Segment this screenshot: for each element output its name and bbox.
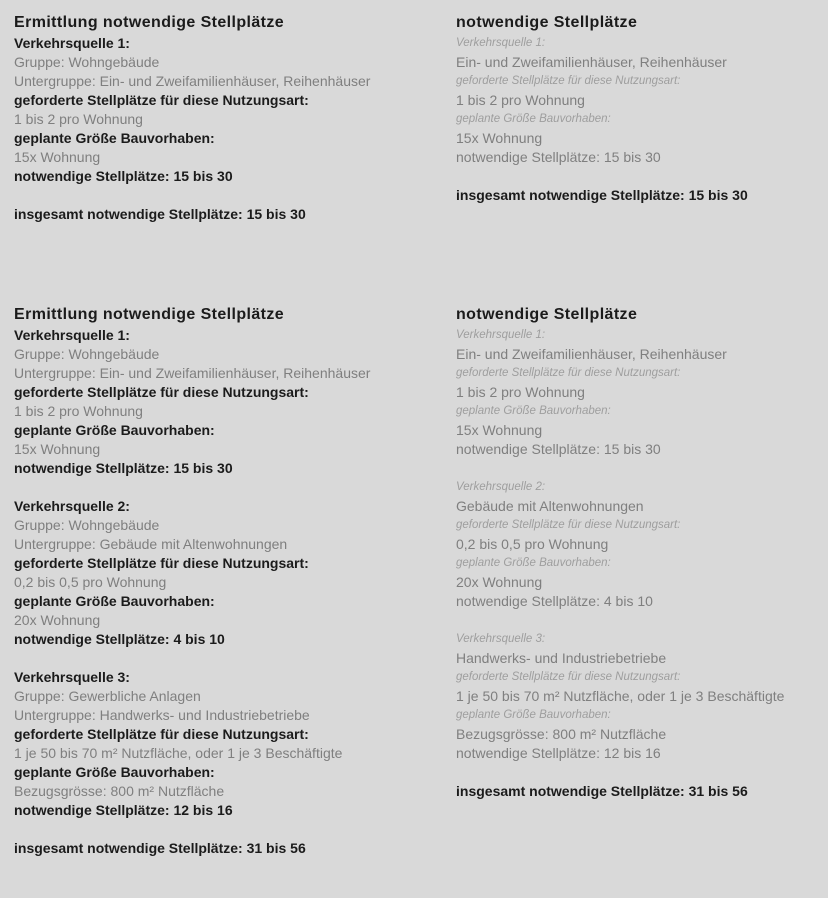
source-heading: Verkehrsquelle 1: (14, 35, 130, 51)
source-block-2 (14, 497, 446, 649)
required-label: geforderte Stellplätze für diese Nutzungsart: (456, 75, 681, 87)
planned-label: geplante Größe Bauvorhaben: (14, 593, 215, 609)
required-label: geforderte Stellplätze für diese Nutzungsart: (456, 519, 681, 531)
required-label: geforderte Stellplätze für diese Nutzungsart: (14, 726, 309, 742)
summary-report-title: notwendige Stellplätze (456, 14, 638, 31)
line-gruppe: Gruppe: Wohngebäude (14, 517, 160, 533)
detail-report-title: Ermittlung notwendige Stellplätze (14, 14, 285, 31)
summary-source-3 (456, 630, 818, 763)
source-label: Verkehrsquelle 1: (456, 329, 546, 341)
source-name: Ein- und Zweifamilienhäuser, Reihenhäuser (456, 54, 727, 70)
required-value: 0,2 bis 0,5 pro Wohnung (456, 536, 609, 552)
required-value: 1 je 50 bis 70 m² Nutzfläche, oder 1 je 3 Beschäftigte (14, 745, 343, 761)
planned-label: geplante Größe Bauvorhaben: (456, 405, 611, 417)
source-result: notwendige Stellplätze: 4 bis 10 (456, 593, 653, 609)
source-label: Verkehrsquelle 3: (456, 633, 546, 645)
planned-value: 15x Wohnung (14, 149, 101, 165)
source-name: Gebäude mit Altenwohnungen (456, 498, 644, 514)
source-heading: Verkehrsquelle 2: (14, 498, 130, 514)
source-result: notwendige Stellplätze: 15 bis 30 (14, 168, 233, 184)
required-label: geforderte Stellplätze für diese Nutzungsart: (14, 92, 309, 108)
line-untergruppe: Untergruppe: Ein- und Zweifamilienhäuser, Reihenhäuser (14, 73, 371, 89)
planned-label: geplante Größe Bauvorhaben: (456, 709, 611, 721)
required-value: 1 je 50 bis 70 m² Nutzfläche, oder 1 je 3 Beschäftigte (456, 688, 785, 704)
line-untergruppe: Untergruppe: Gebäude mit Altenwohnungen (14, 536, 288, 552)
line-untergruppe: Untergruppe: Ein- und Zweifamilienhäuser, Reihenhäuser (14, 365, 371, 381)
planned-value: 15x Wohnung (456, 130, 543, 146)
summary-report-total: insgesamt notwendige Stellplätze: 31 bis 56 (456, 783, 748, 799)
planned-label: geplante Größe Bauvorhaben: (14, 130, 215, 146)
required-value: 1 bis 2 pro Wohnung (456, 92, 585, 108)
summary-source-1 (456, 326, 818, 459)
detail-report-top (14, 12, 446, 224)
planned-value: Bezugsgrösse: 800 m² Nutzfläche (14, 783, 225, 799)
required-value: 1 bis 2 pro Wohnung (14, 111, 143, 127)
planned-value: 15x Wohnung (14, 441, 101, 457)
source-heading: Verkehrsquelle 1: (14, 327, 130, 343)
detail-report-total: insgesamt notwendige Stellplätze: 15 bis 30 (14, 206, 306, 222)
detail-report-total: insgesamt notwendige Stellplätze: 31 bis 56 (14, 840, 306, 856)
source-result: notwendige Stellplätze: 12 bis 16 (456, 745, 661, 761)
required-value: 1 bis 2 pro Wohnung (456, 384, 585, 400)
line-gruppe: Gruppe: Wohngebäude (14, 54, 160, 70)
summary-report-title: notwendige Stellplätze (456, 306, 638, 323)
source-result: notwendige Stellplätze: 4 bis 10 (14, 631, 225, 647)
required-value: 0,2 bis 0,5 pro Wohnung (14, 574, 167, 590)
source-name: Handwerks- und Industriebetriebe (456, 650, 667, 666)
planned-label: geplante Größe Bauvorhaben: (14, 764, 215, 780)
planned-value: 20x Wohnung (14, 612, 101, 628)
required-label: geforderte Stellplätze für diese Nutzungsart: (14, 384, 309, 400)
source-result: notwendige Stellplätze: 15 bis 30 (456, 149, 661, 165)
line-gruppe: Gruppe: Wohngebäude (14, 346, 160, 362)
source-result: notwendige Stellplätze: 12 bis 16 (14, 802, 233, 818)
planned-label: geplante Größe Bauvorhaben: (14, 422, 215, 438)
source-name: Ein- und Zweifamilienhäuser, Reihenhäuser (456, 346, 727, 362)
required-label: geforderte Stellplätze für diese Nutzungsart: (14, 555, 309, 571)
source-label: Verkehrsquelle 1: (456, 37, 546, 49)
line-gruppe: Gruppe: Gewerbliche Anlagen (14, 688, 201, 704)
source-result: notwendige Stellplätze: 15 bis 30 (456, 441, 661, 457)
detail-report-bottom (14, 304, 446, 858)
planned-value: Bezugsgrösse: 800 m² Nutzfläche (456, 726, 667, 742)
planned-label: geplante Größe Bauvorhaben: (456, 113, 611, 125)
source-result: notwendige Stellplätze: 15 bis 30 (14, 460, 233, 476)
source-block-3 (14, 668, 446, 820)
required-label: geforderte Stellplätze für diese Nutzungsart: (456, 671, 681, 683)
source-label: Verkehrsquelle 2: (456, 481, 546, 493)
required-value: 1 bis 2 pro Wohnung (14, 403, 143, 419)
detail-report-title: Ermittlung notwendige Stellplätze (14, 306, 285, 323)
source-block-1 (14, 326, 446, 478)
line-untergruppe: Untergruppe: Handwerks- und Industriebetriebe (14, 707, 310, 723)
summary-source-1 (456, 34, 818, 167)
summary-report-total: insgesamt notwendige Stellplätze: 15 bis 30 (456, 187, 748, 203)
source-block-1 (14, 34, 446, 186)
planned-value: 20x Wohnung (456, 574, 543, 590)
summary-source-2 (456, 478, 818, 611)
required-label: geforderte Stellplätze für diese Nutzungsart: (456, 367, 681, 379)
summary-report-top (456, 12, 818, 205)
planned-value: 15x Wohnung (456, 422, 543, 438)
planned-label: geplante Größe Bauvorhaben: (456, 557, 611, 569)
summary-report-bottom (456, 304, 818, 801)
source-heading: Verkehrsquelle 3: (14, 669, 130, 685)
